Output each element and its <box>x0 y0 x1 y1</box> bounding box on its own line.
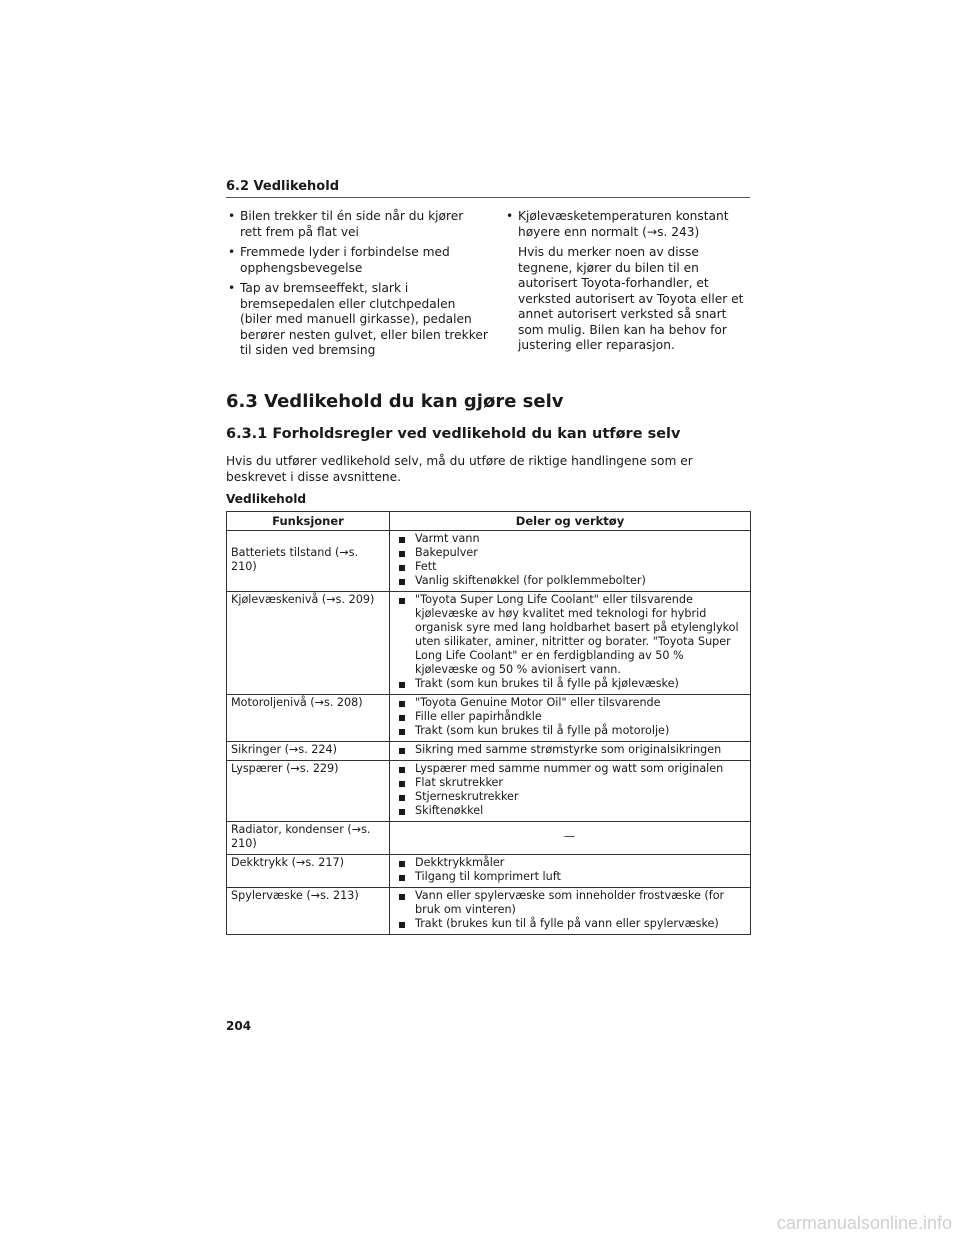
maintenance-table <box>226 511 751 935</box>
bullet-item: • Fremmede lyder i forbindelse med opphengsbevegelse <box>228 245 450 275</box>
page-number: 204 <box>226 1019 252 1033</box>
list-item <box>394 889 745 917</box>
chapter-heading: 6.3 Vedlikehold du kan gjøre selv <box>226 391 564 412</box>
intro-paragraph: Hvis du utfører vedlikehold selv, må du utføre de riktige handlingene som er beskrevet i disse avsnittene. <box>226 454 693 484</box>
function-cell: Lyspærer (→s. 229) <box>227 761 390 822</box>
square-bullet-icon <box>399 861 405 867</box>
list-item-text: Dekktrykkmåler <box>415 856 505 869</box>
list-item-text: Fett <box>415 560 437 573</box>
list-item-text: Vanlig skiftenøkkel (for polklemmebolter) <box>415 574 646 587</box>
bullet-item: • Tap av bremseeffekt, slark i bremsepedalen eller clutchpedalen (biler med manuell girkasse), pedalen berører nesten gulvet, eller bilen trekker til siden ved bremsing <box>228 281 488 357</box>
square-bullet-icon <box>399 579 405 585</box>
list-item <box>394 546 745 560</box>
list-item <box>394 917 745 931</box>
parts-tools-cell <box>390 888 751 935</box>
square-bullet-icon <box>399 715 405 721</box>
square-bullet-icon <box>399 922 405 928</box>
table-row <box>227 695 751 742</box>
square-bullet-icon <box>399 682 405 688</box>
column-header: Funksjoner <box>227 512 390 531</box>
parts-tools-cell: — <box>390 822 751 855</box>
list-item-text: Bakepulver <box>415 546 478 559</box>
function-cell: Radiator, kondenser (→s. 210) <box>227 822 390 855</box>
two-column-text <box>226 209 750 364</box>
list-item <box>394 710 745 724</box>
list-item-text: "Toyota Super Long Life Coolant" eller tilsvarende kjølevæske av høy kvalitet med teknologi for hybrid organisk syre med lang holdbarhet basert på etylenglykol uten silikater, aminer, nitritter og borater. "Toyota Super Long Life Coolant" er en ferdigblanding av 50 % kjølevæske og 50 % avionisert vann. <box>415 593 739 676</box>
square-bullet-icon <box>399 537 405 543</box>
list-item <box>394 593 745 677</box>
function-cell: Dekktrykk (→s. 217) <box>227 855 390 888</box>
square-bullet-icon <box>399 748 405 754</box>
table-row <box>227 761 751 822</box>
table-row <box>227 742 751 761</box>
table-row <box>227 822 751 855</box>
list-item-text: Trakt (som kun brukes til å fylle på motorolje) <box>415 724 670 737</box>
list-item-text: Tilgang til komprimert luft <box>415 870 561 883</box>
list-item <box>394 870 745 884</box>
square-bullet-icon <box>399 875 405 881</box>
square-bullet-icon <box>399 767 405 773</box>
list-item-text: Sikring med samme strømstyrke som originalsikringen <box>415 743 722 756</box>
list-item <box>394 696 745 710</box>
bullet-item: • Kjølevæsketemperaturen konstant høyere enn normalt (→s. 243) <box>506 209 729 239</box>
subsection-heading: 6.3.1 Forholdsregler ved vedlikehold du kan utføre selv <box>226 426 681 442</box>
table-header-row <box>227 512 751 531</box>
parts-tools-cell <box>390 855 751 888</box>
square-bullet-icon <box>399 565 405 571</box>
right-column <box>488 209 750 364</box>
function-cell: Batteriets tilstand (→s. 210) <box>227 531 390 592</box>
left-column <box>226 209 488 364</box>
list-item <box>394 677 745 691</box>
table-row <box>227 592 751 695</box>
square-bullet-icon <box>399 701 405 707</box>
parts-tools-cell <box>390 531 751 592</box>
column-header: Deler og verktøy <box>390 512 751 531</box>
footer-watermark-link[interactable]: carmanualsonline.info <box>776 1213 952 1233</box>
list-item-text: Lyspærer med samme nummer og watt som originalen <box>415 762 724 775</box>
list-item <box>394 743 745 757</box>
square-bullet-icon <box>399 781 405 787</box>
list-item-text: Varmt vann <box>415 532 480 545</box>
parts-tools-cell <box>390 761 751 822</box>
list-item <box>394 574 745 588</box>
list-item-text: Vann eller spylervæske som inneholder frostvæske (for bruk om vinteren) <box>415 889 725 916</box>
list-item-text: Skiftenøkkel <box>415 804 484 817</box>
table-title: Vedlikehold <box>226 492 307 506</box>
list-item-text: Fille eller papirhåndkle <box>415 710 542 723</box>
function-cell: Spylervæske (→s. 213) <box>227 888 390 935</box>
square-bullet-icon <box>399 809 405 815</box>
square-bullet-icon <box>399 795 405 801</box>
list-item-text: Trakt (som kun brukes til å fylle på kjølevæske) <box>415 677 679 690</box>
list-item-text: Trakt (brukes kun til å fylle på vann eller spylervæske) <box>415 917 719 930</box>
section-header: 6.2 Vedlikehold <box>226 179 750 198</box>
square-bullet-icon <box>399 729 405 735</box>
list-item <box>394 724 745 738</box>
function-cell: Motoroljenivå (→s. 208) <box>227 695 390 742</box>
parts-tools-cell <box>390 742 751 761</box>
list-item <box>394 804 745 818</box>
list-item-text: "Toyota Genuine Motor Oil" eller tilsvarende <box>415 696 661 709</box>
advice-paragraph: Hvis du merker noen av disse tegnene, kjører du bilen til en autorisert Toyota-forhandler, et verksted autorisert av Toyota eller et annet autorisert verksted så snart som mulig. Bilen kan ha behov for justering eller reparasjon. <box>518 245 744 352</box>
square-bullet-icon <box>399 551 405 557</box>
table-row <box>227 855 751 888</box>
square-bullet-icon <box>399 894 405 900</box>
square-bullet-icon <box>399 598 405 604</box>
list-item <box>394 560 745 574</box>
list-item <box>394 856 745 870</box>
function-cell: Sikringer (→s. 224) <box>227 742 390 761</box>
parts-tools-cell <box>390 695 751 742</box>
function-cell: Kjølevæskenivå (→s. 209) <box>227 592 390 695</box>
list-item-text: Flat skrutrekker <box>415 776 504 789</box>
list-item <box>394 762 745 776</box>
list-item-text: Stjerneskrutrekker <box>415 790 519 803</box>
list-item <box>394 532 745 546</box>
parts-tools-cell <box>390 592 751 695</box>
bullet-item: • Bilen trekker til én side når du kjører rett frem på flat vei <box>228 209 464 239</box>
table-row <box>227 888 751 935</box>
list-item <box>394 776 745 790</box>
table-row <box>227 531 751 592</box>
list-item <box>394 790 745 804</box>
